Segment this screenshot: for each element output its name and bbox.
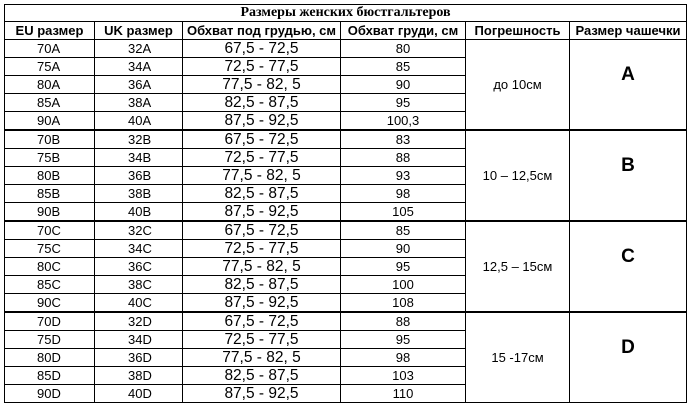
underbust-cell: 82,5 - 87,5 bbox=[183, 276, 341, 294]
underbust-cell: 77,5 - 82, 5 bbox=[183, 349, 341, 367]
bust-cell: 100,3 bbox=[341, 112, 466, 131]
uk-size-cell: 34A bbox=[95, 58, 183, 76]
header-bust: Обхват груди, см bbox=[341, 22, 466, 40]
uk-size-cell: 38D bbox=[95, 367, 183, 385]
cup-size-cell bbox=[570, 40, 687, 131]
bust-cell: 100 bbox=[341, 276, 466, 294]
underbust-cell: 77,5 - 82, 5 bbox=[183, 76, 341, 94]
eu-size-cell: 80A bbox=[5, 76, 95, 94]
eu-size-cell: 90B bbox=[5, 203, 95, 222]
underbust-cell: 82,5 - 87,5 bbox=[183, 367, 341, 385]
uk-size-cell: 34D bbox=[95, 331, 183, 349]
bust-cell: 108 bbox=[341, 294, 466, 313]
underbust-cell: 87,5 - 92,5 bbox=[183, 385, 341, 403]
eu-size-cell: 80C bbox=[5, 258, 95, 276]
uk-size-cell: 32D bbox=[95, 312, 183, 331]
cup-size-cell bbox=[570, 221, 687, 312]
bust-cell: 110 bbox=[341, 385, 466, 403]
cup-size-cell bbox=[570, 312, 687, 403]
cup-size-letter: C bbox=[621, 246, 635, 267]
header-eu-size: EU размер bbox=[5, 22, 95, 40]
uk-size-cell: 36D bbox=[95, 349, 183, 367]
eu-size-cell: 75B bbox=[5, 149, 95, 167]
eu-size-cell: 90C bbox=[5, 294, 95, 313]
uk-size-cell: 32A bbox=[95, 40, 183, 58]
table-title: Размеры женских бюстгальтеров bbox=[5, 5, 687, 22]
bust-cell: 95 bbox=[341, 331, 466, 349]
uk-size-cell: 34B bbox=[95, 149, 183, 167]
eu-size-cell: 70B bbox=[5, 130, 95, 149]
underbust-cell: 87,5 - 92,5 bbox=[183, 203, 341, 222]
eu-size-cell: 70C bbox=[5, 221, 95, 240]
eu-size-cell: 85D bbox=[5, 367, 95, 385]
table-row bbox=[5, 40, 687, 58]
eu-size-cell: 75C bbox=[5, 240, 95, 258]
bust-cell: 93 bbox=[341, 167, 466, 185]
eu-size-cell: 85A bbox=[5, 94, 95, 112]
bust-cell: 85 bbox=[341, 58, 466, 76]
uk-size-cell: 32C bbox=[95, 221, 183, 240]
eu-size-cell: 70D bbox=[5, 312, 95, 331]
cup-size-cell bbox=[570, 130, 687, 221]
uk-size-cell: 38A bbox=[95, 94, 183, 112]
header-uk-size: UK размер bbox=[95, 22, 183, 40]
bust-cell: 105 bbox=[341, 203, 466, 222]
underbust-cell: 72,5 - 77,5 bbox=[183, 149, 341, 167]
bust-cell: 95 bbox=[341, 94, 466, 112]
bust-cell: 98 bbox=[341, 185, 466, 203]
eu-size-cell: 75D bbox=[5, 331, 95, 349]
eu-size-cell: 70A bbox=[5, 40, 95, 58]
underbust-cell: 72,5 - 77,5 bbox=[183, 58, 341, 76]
uk-size-cell: 40C bbox=[95, 294, 183, 313]
uk-size-cell: 40B bbox=[95, 203, 183, 222]
underbust-cell: 82,5 - 87,5 bbox=[183, 185, 341, 203]
header-underbust: Обхват под грудью, см bbox=[183, 22, 341, 40]
underbust-cell: 87,5 - 92,5 bbox=[183, 294, 341, 313]
underbust-cell: 72,5 - 77,5 bbox=[183, 331, 341, 349]
header-cup-size: Размер чашечки bbox=[570, 22, 687, 40]
uk-size-cell: 32B bbox=[95, 130, 183, 149]
underbust-cell: 67,5 - 72,5 bbox=[183, 221, 341, 240]
eu-size-cell: 80B bbox=[5, 167, 95, 185]
table-row bbox=[5, 221, 687, 240]
tolerance-cell: 12,5 – 15см bbox=[466, 221, 570, 312]
bust-cell: 90 bbox=[341, 76, 466, 94]
eu-size-cell: 80D bbox=[5, 349, 95, 367]
eu-size-cell: 90D bbox=[5, 385, 95, 403]
table-body bbox=[5, 40, 687, 403]
underbust-cell: 67,5 - 72,5 bbox=[183, 312, 341, 331]
bust-cell: 95 bbox=[341, 258, 466, 276]
underbust-cell: 77,5 - 82, 5 bbox=[183, 167, 341, 185]
underbust-cell: 77,5 - 82, 5 bbox=[183, 258, 341, 276]
bra-size-table bbox=[4, 4, 687, 403]
bust-cell: 83 bbox=[341, 130, 466, 149]
uk-size-cell: 36C bbox=[95, 258, 183, 276]
title-row bbox=[5, 5, 687, 22]
underbust-cell: 87,5 - 92,5 bbox=[183, 112, 341, 131]
bust-cell: 80 bbox=[341, 40, 466, 58]
tolerance-cell: 10 – 12,5см bbox=[466, 130, 570, 221]
table-row bbox=[5, 312, 687, 331]
header-row bbox=[5, 22, 687, 40]
uk-size-cell: 34C bbox=[95, 240, 183, 258]
eu-size-cell: 75A bbox=[5, 58, 95, 76]
eu-size-cell: 90A bbox=[5, 112, 95, 131]
cup-size-letter: A bbox=[621, 64, 635, 85]
table-row bbox=[5, 130, 687, 149]
underbust-cell: 67,5 - 72,5 bbox=[183, 40, 341, 58]
bust-cell: 90 bbox=[341, 240, 466, 258]
eu-size-cell: 85C bbox=[5, 276, 95, 294]
underbust-cell: 67,5 - 72,5 bbox=[183, 130, 341, 149]
header-tolerance: Погрешность bbox=[466, 22, 570, 40]
uk-size-cell: 38B bbox=[95, 185, 183, 203]
underbust-cell: 82,5 - 87,5 bbox=[183, 94, 341, 112]
uk-size-cell: 40A bbox=[95, 112, 183, 131]
eu-size-cell: 85B bbox=[5, 185, 95, 203]
cup-size-letter: D bbox=[621, 337, 635, 358]
bust-cell: 88 bbox=[341, 149, 466, 167]
bust-cell: 103 bbox=[341, 367, 466, 385]
bust-cell: 88 bbox=[341, 312, 466, 331]
cup-size-letter: B bbox=[621, 155, 635, 176]
uk-size-cell: 38C bbox=[95, 276, 183, 294]
tolerance-cell: 15 -17см bbox=[466, 312, 570, 403]
uk-size-cell: 36B bbox=[95, 167, 183, 185]
bust-cell: 98 bbox=[341, 349, 466, 367]
uk-size-cell: 40D bbox=[95, 385, 183, 403]
bust-cell: 85 bbox=[341, 221, 466, 240]
tolerance-cell: до 10см bbox=[466, 40, 570, 131]
uk-size-cell: 36A bbox=[95, 76, 183, 94]
underbust-cell: 72,5 - 77,5 bbox=[183, 240, 341, 258]
